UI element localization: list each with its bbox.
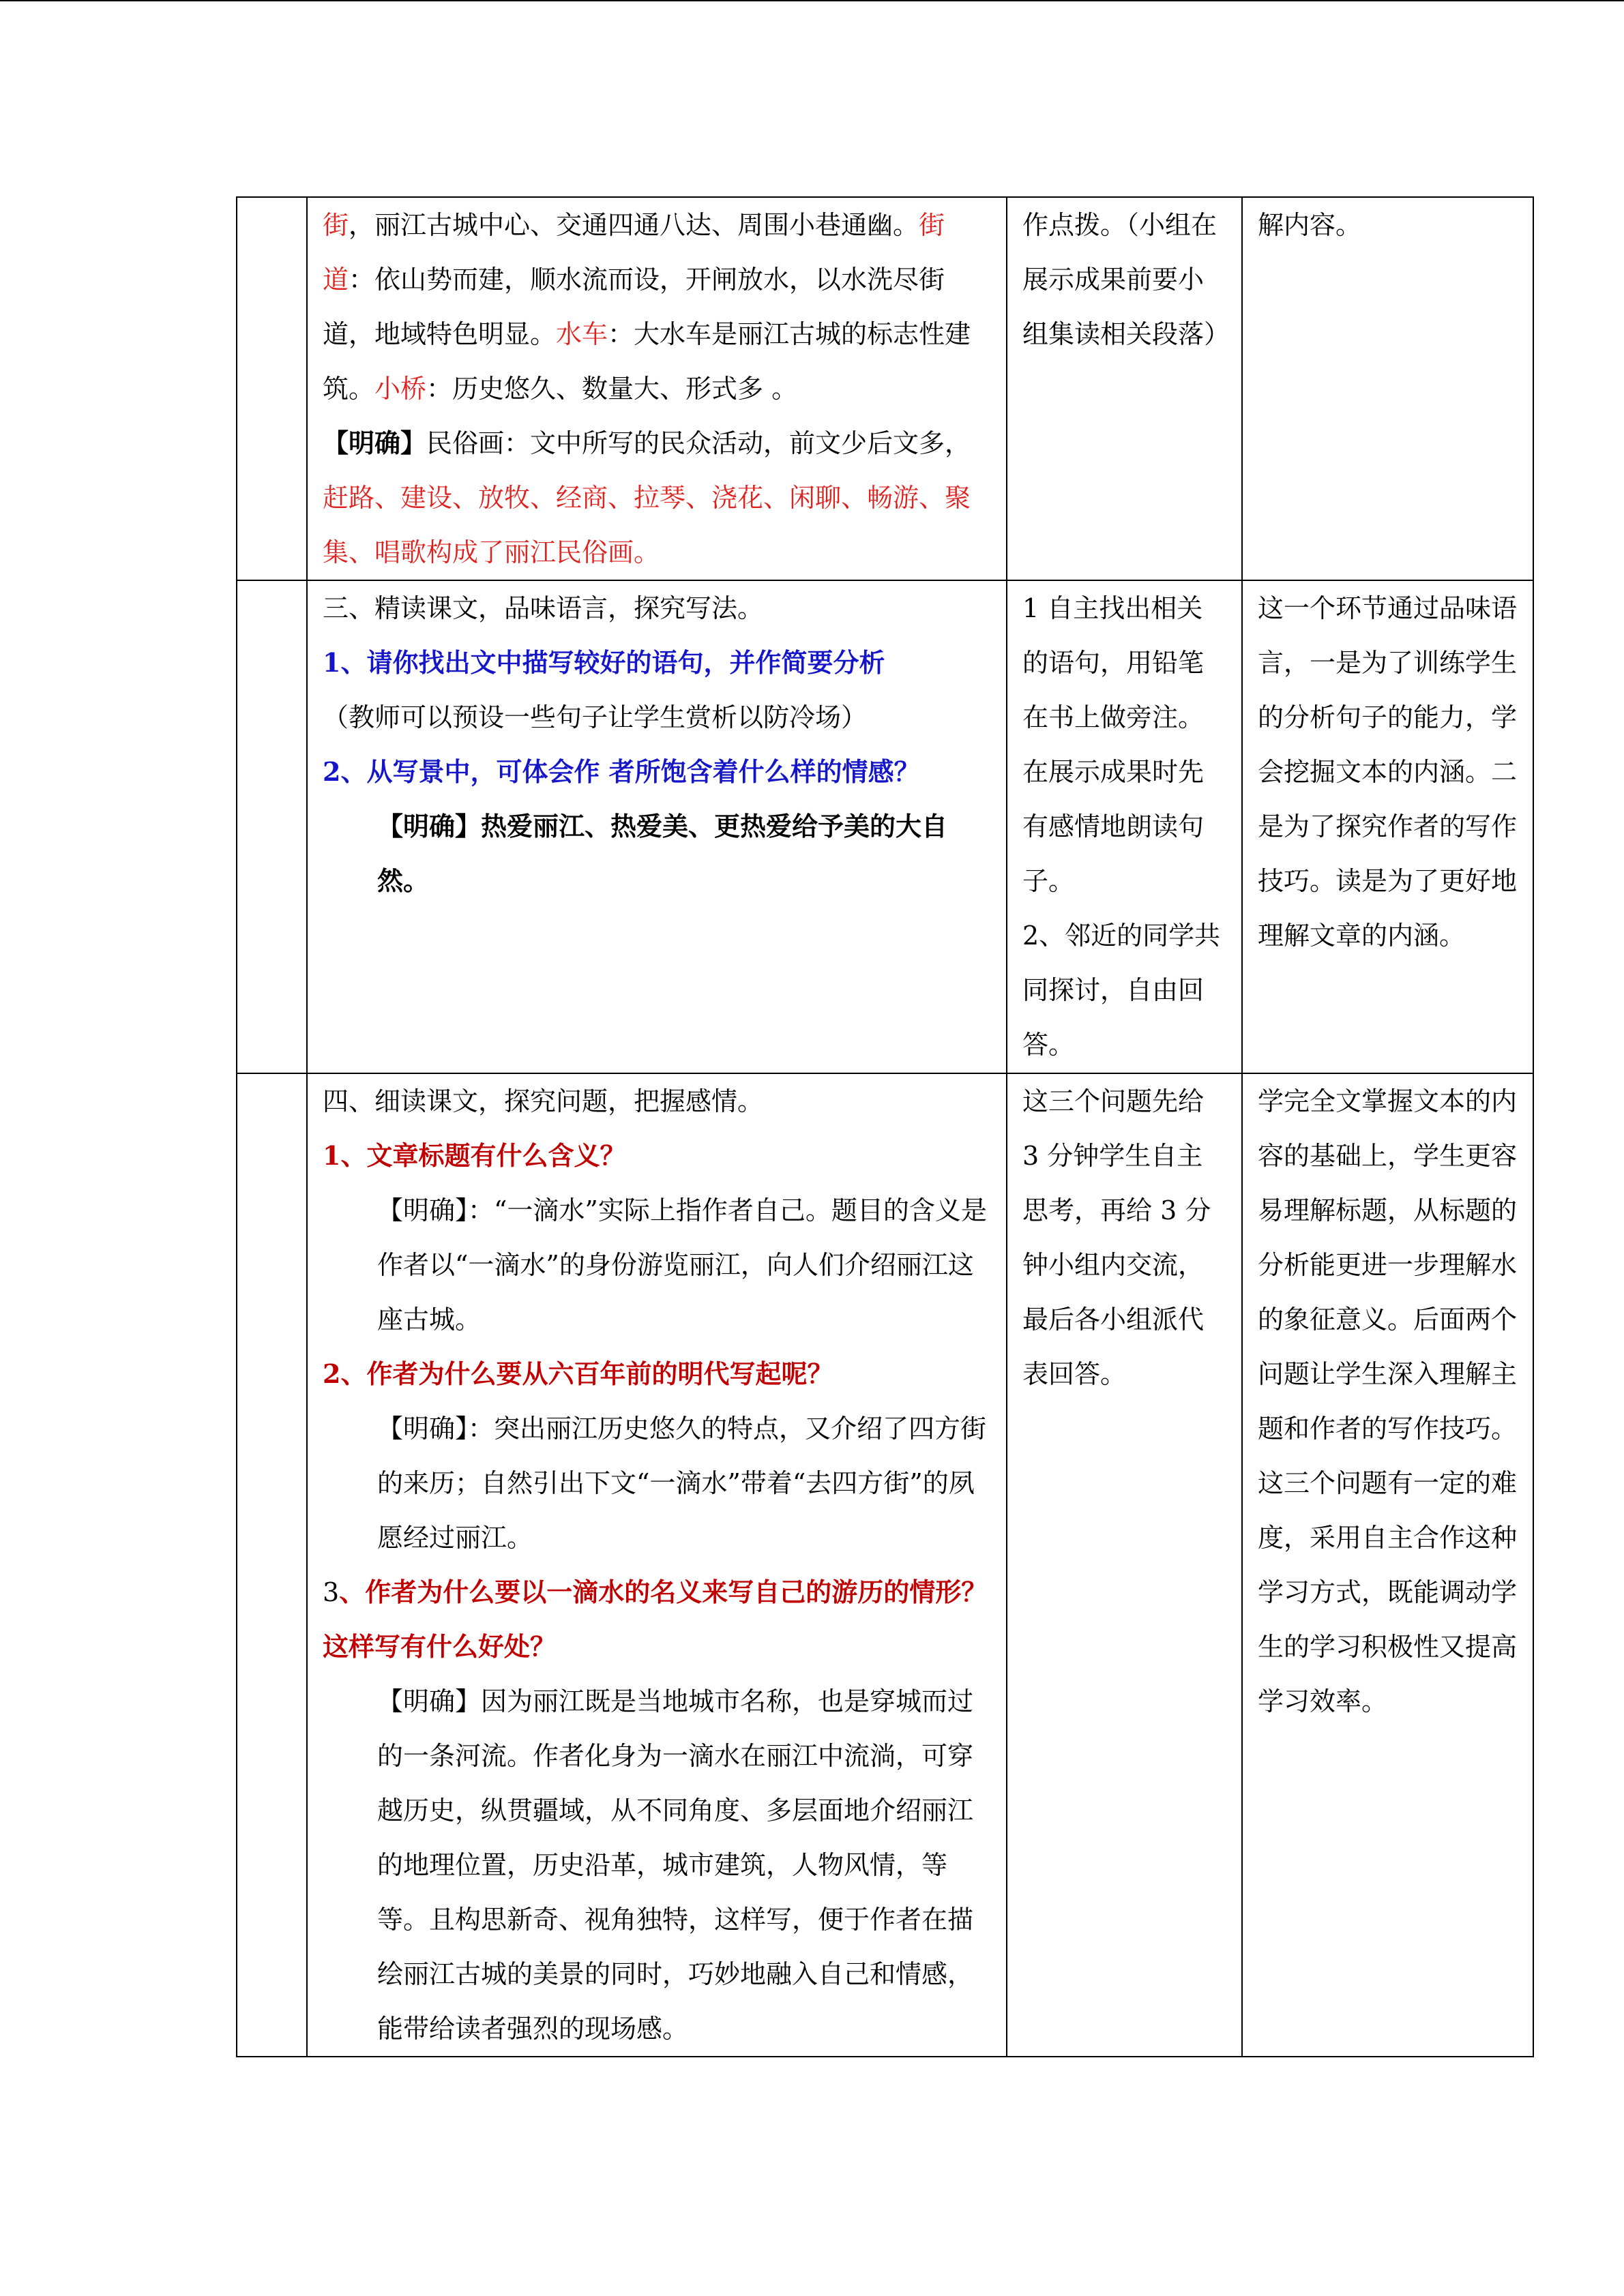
student-activity-text: 作点拨。（小组在展示成果前要小组集读相关段落）	[1022, 210, 1230, 349]
paragraph	[323, 416, 991, 580]
stage-cell	[237, 197, 307, 580]
table-row	[237, 1073, 1533, 2057]
student-activity-text: 2、邻近的同学共同探讨，自由回答。	[1022, 921, 1221, 1060]
text: ：依山势而建，顺水流而设，开闸放水，以水洗尽街道，地域特色明显。	[323, 265, 945, 349]
design-intent-text: 学完全文掌握文本的内容的基础上，学生更容易理解标题，从标题的分析能更进一步理解水的象征意义。后面两个问题让学生深入理解主题和作者的写作技巧。这三个问题有一定的难度，采用自主合作这种学习方式，既能调动学生的学习积极性又提高学习效率。	[1258, 1086, 1518, 1716]
design-intent-text: 解内容。	[1258, 210, 1362, 240]
text: ，丽江古城中心、交通四通八达、周围小巷通幽。	[349, 210, 919, 240]
answer: 【明确】：突出丽江历史悠久的特点，又介绍了四方街的来历；自然引出下文“一滴水”带着“去四方街”的夙愿经过丽江。	[377, 1414, 987, 1553]
text: ：大水车是丽江古城的标志性建筑。	[323, 319, 971, 404]
student-activity-cell	[1007, 1073, 1242, 2057]
question: 1、请你找出文中描写较好的语句，并作简要分析	[323, 647, 885, 678]
highlight-term: 街	[323, 210, 349, 240]
question-number: 3	[323, 1577, 340, 1607]
table-row	[237, 197, 1533, 580]
content-cell	[307, 197, 1007, 580]
question: 1、文章标题有什么含义？	[323, 1140, 626, 1171]
content-cell	[307, 580, 1007, 1073]
paragraph	[323, 198, 991, 416]
answer: 【明确】：“一滴水”实际上指作者自己。题目的含义是作者以“一滴水”的身份游览丽江，向人们介绍丽江这座古城。	[377, 1195, 987, 1335]
section-heading: 三、精读课文，品味语言，探究写法。	[323, 593, 764, 623]
highlight-term: 赶路、建设、放牧、经商、拉琴、浇花、闲聊、畅游、聚集、唱歌构成了丽江民俗画。	[323, 483, 971, 567]
lesson-plan-table	[236, 196, 1534, 2057]
student-activity-cell	[1007, 197, 1242, 580]
answer: 【明确】热爱丽江、热爱美、更热爱给予美的大自然。	[377, 811, 948, 896]
student-activity-cell	[1007, 580, 1242, 1073]
top-border-line	[0, 0, 1624, 1]
student-activity-text: 这三个问题先给 3 分钟学生自主思考，再给 3 分钟小组内交流，最后各小组派代表回答。	[1022, 1086, 1211, 1389]
highlight-term: 水车	[556, 319, 608, 349]
teacher-note: （教师可以预设一些句子让学生赏析以防冷场）	[323, 702, 868, 732]
clarify-label: 【明确】	[323, 428, 427, 458]
answer: 【明确】因为丽江既是当地城市名称，也是穿城而过的一条河流。作者化身为一滴水在丽江中流淌，可穿越历史，纵贯疆域，从不同角度、多层面地介绍丽江的地理位置，历史沿革，城市建筑，人物风情，等等。且构思新奇、视角独特，这样写，便于作者在描绘丽江古城的美景的同时，巧妙地融入自己和情感，能带给读者强烈的现场感。	[377, 1686, 974, 2044]
text: ：历史悠久、数量大、形式多 。	[426, 374, 798, 404]
student-activity-text: 1 自主找出相关的语句，用铅笔在书上做旁注。在展示成果时先有感情地朗读句子。	[1022, 593, 1205, 896]
question: 2、作者为什么要从六百年前的明代写起呢？	[323, 1358, 833, 1389]
table-row	[237, 580, 1533, 1073]
question: 2、从写景中，可体会作 者所饱含着什么样的情感？	[323, 756, 920, 787]
text: 民俗画：文中所写的民众活动，前文少后文多，	[426, 428, 971, 458]
design-intent-cell	[1242, 1073, 1533, 2057]
stage-cell	[237, 1073, 307, 2057]
highlight-term: 街道	[323, 210, 945, 295]
highlight-term: 小桥	[374, 374, 427, 404]
stage-cell	[237, 580, 307, 1073]
design-intent-cell	[1242, 580, 1533, 1073]
design-intent-cell	[1242, 197, 1533, 580]
content-cell	[307, 1073, 1007, 2057]
design-intent-text: 这一个环节通过品味语言，一是为了训练学生的分析句子的能力，学会挖掘文本的内涵。二是为了探究作者的写作技巧。读是为了更好地理解文章的内涵。	[1258, 593, 1518, 951]
section-heading: 四、细读课文，探究问题，把握感情。	[323, 1086, 764, 1116]
question: 、作者为什么要以一滴水的名义来写自己的游历的情形？这样写有什么好处？	[323, 1577, 988, 1662]
